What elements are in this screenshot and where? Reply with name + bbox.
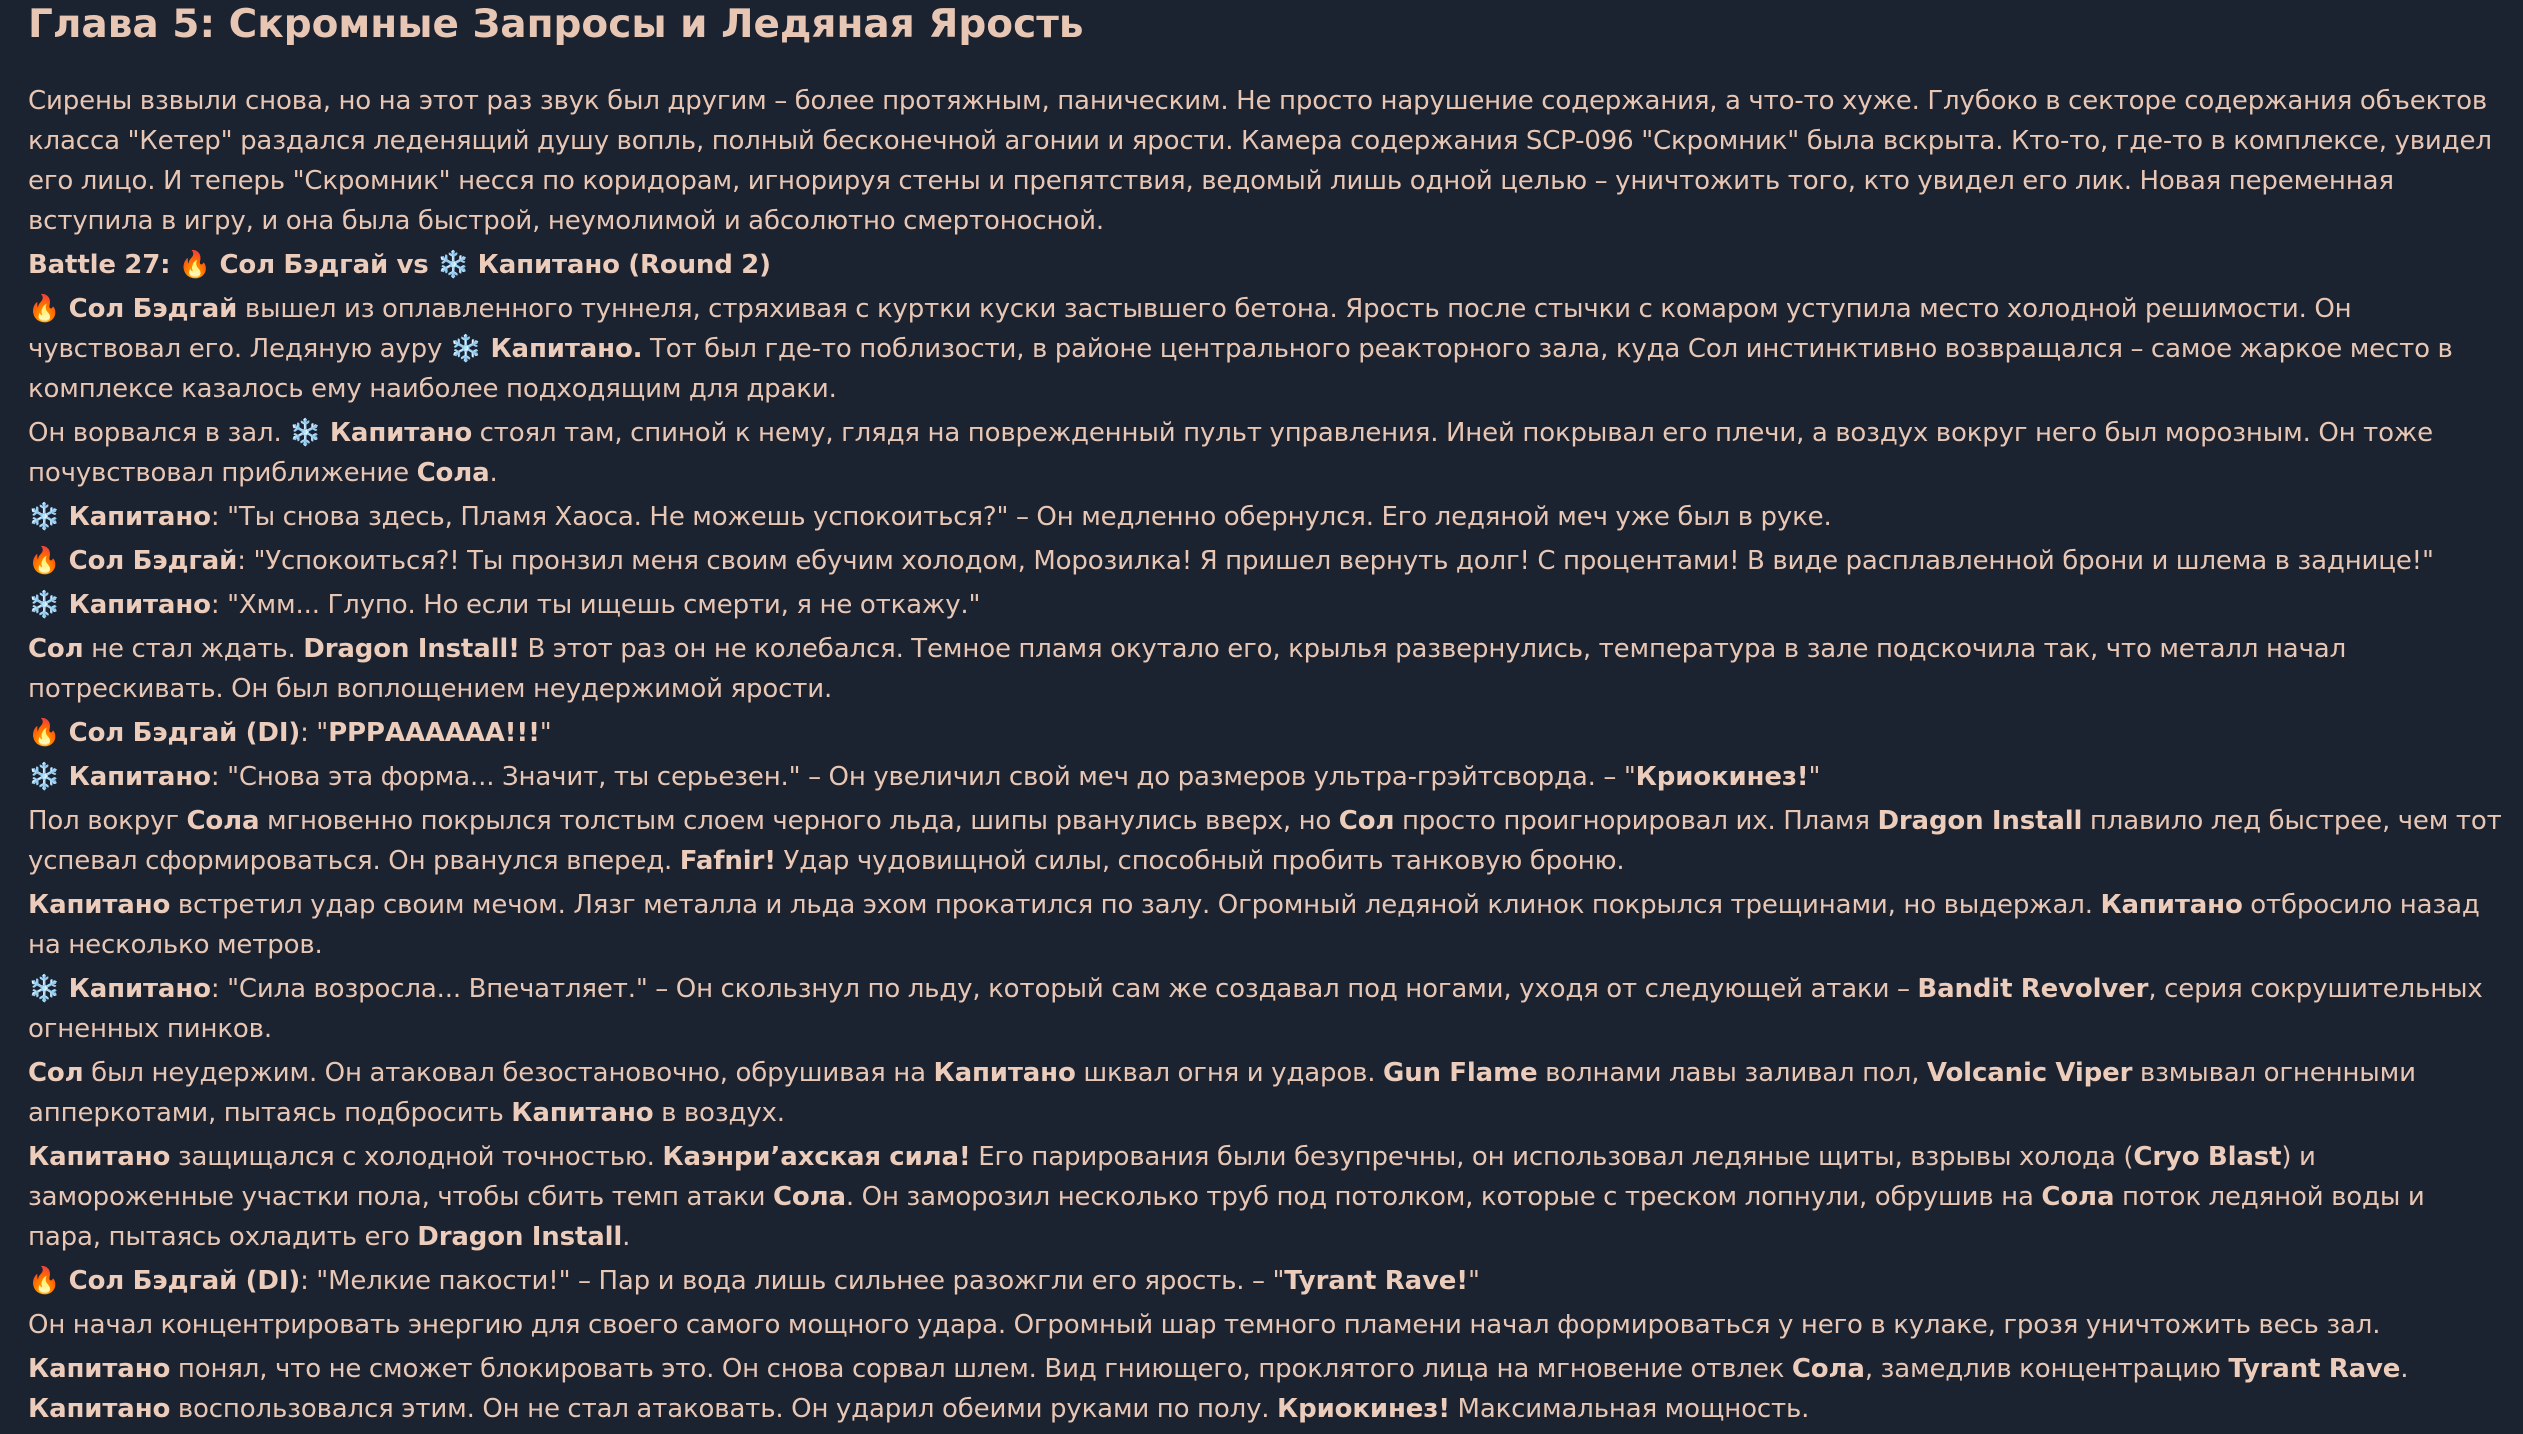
bold-text: Криокинез! <box>1277 1394 1450 1424</box>
text-run: Сирены взвыли снова, но на этот раз звук был другим – более протяжным, паническим. Не просто нарушение содержания, а что-то хуже. Глубоко в секторе содержания объектов класса "Кетер" раздался леденящий душу вопль, полный бесконечной агонии и ярости. Камера содержания SCP-096 "Скромник" была вскрыта. Кто-то, где-то в комплексе, увидел его лицо. И теперь "Скромник" несся по коридорам, игнорируя стены и препятствия, ведомый лишь одной целью – уничтожить того, кто увидел его лик. Новая переменная вступила в игру, и она была быстрой, неумолимой и абсолютно смертоносной. <box>28 86 2492 236</box>
bold-text: Сол Бэдгай vs <box>211 250 437 280</box>
text-run: вышел из оплавленного туннеля, стряхивая с куртки куски застывшего бетона. Ярость после стычки с комаром уступила место холодной решимости. Он чувствовал его. Ледяную ауру <box>28 294 2352 364</box>
bold-text: Капитано <box>60 502 211 532</box>
snowflake-icon: ❄️ <box>28 762 61 792</box>
bold-text: Капитано. <box>482 334 643 364</box>
text-run: Максимальная мощность. <box>1449 1394 1810 1424</box>
paragraph-sol-di-line <box>28 1261 2503 1301</box>
text-run: стоял там, спиной к нему, глядя на поврежденный пульт управления. Иней покрывал его плечи, а воздух вокруг него был морозным. Он тоже почувствовал приближение <box>28 418 2433 488</box>
bold-text: Сола <box>1791 1354 1865 1384</box>
bold-text: Tyrant Rave! <box>1284 1266 1468 1296</box>
bold-text: Сол <box>28 1058 84 1088</box>
text-run: : "Мелкие пакости!" – Пар и вода лишь сильнее разожгли его ярость. – " <box>300 1266 1285 1296</box>
fire-icon: 🔥 <box>28 1266 61 1296</box>
text-run: встретил удар своим мечом. Лязг металла и льда эхом прокатился по залу. Огромный ледяной клинок покрылся трещинами, но выдержал. <box>170 890 2101 920</box>
paragraph-intro <box>28 81 2503 241</box>
bold-text: Сола <box>2041 1182 2115 1212</box>
paragraph-hall-entry <box>28 413 2503 493</box>
text-run: Пол вокруг <box>28 806 187 836</box>
bold-text: Капитано <box>60 590 211 620</box>
bold-text: Volcanic Viper <box>1926 1058 2133 1088</box>
text-run: взмывал огненными апперкотами, пытаясь подбросить <box>28 1058 2416 1128</box>
bold-text: Каэнри’ахская сила! <box>662 1142 971 1172</box>
paragraph-sol-line-1 <box>28 541 2503 581</box>
text-run: не стал ждать. <box>83 634 304 664</box>
bold-text: Tyrant Rave <box>2228 1354 2401 1384</box>
text-run: просто проигнорировал их. Пламя <box>1394 806 1878 836</box>
text-run: Удар чудовищной силы, способный пробить танковую броню. <box>775 846 1625 876</box>
bold-text: Капитано <box>28 1394 171 1424</box>
snowflake-icon: ❄️ <box>437 250 470 280</box>
bold-text: Cryo Blast <box>2133 1142 2282 1172</box>
text-run: : "Сила возросла... Впечатляет." – Он скользнул по льду, который сам же создавал под ногами, уходя от следующей атаки – <box>210 974 1918 1004</box>
bold-text: Капитано <box>933 1058 1076 1088</box>
bold-text: Сол Бэдгай (DI) <box>60 718 301 748</box>
fire-icon: 🔥 <box>28 294 61 324</box>
bold-text: Dragon Install <box>1877 806 2083 836</box>
text-run: ) и замороженные участки пола, чтобы сбить темп атаки <box>28 1142 2316 1212</box>
paragraph-counter <box>28 1349 2503 1429</box>
text-run: в воздух. <box>653 1098 785 1128</box>
paragraph-capitano-defense <box>28 1137 2503 1257</box>
bold-text: Сола <box>186 806 260 836</box>
bold-text: Капитано <box>60 974 211 1004</box>
bold-text: Сол <box>28 634 84 664</box>
text-run: . <box>489 458 498 488</box>
text-run: Он начал концентрировать энергию для своего самого мощного удара. Огромный шар темного пламени начал формироваться у него в кулаке, грозя уничтожить весь зал. <box>28 1310 2381 1340</box>
story-content <box>28 81 2503 1429</box>
text-run: . <box>622 1222 631 1252</box>
fire-icon: 🔥 <box>28 718 61 748</box>
paragraph-capitano-line-4 <box>28 969 2503 1049</box>
snowflake-icon: ❄️ <box>449 334 483 364</box>
paragraph-dragon-install <box>28 629 2503 709</box>
text-run: был неудержим. Он атаковал безостановочно, обрушивая на <box>83 1058 934 1088</box>
bold-text: Капитано <box>28 890 171 920</box>
bold-text: Dragon Install! <box>303 634 520 664</box>
bold-text: Криокинез! <box>1635 762 1809 792</box>
text-run: , серия сокрушительных огненных пинков. <box>28 974 2483 1044</box>
bold-text: Капитано <box>28 1142 171 1172</box>
bold-text: Капитано <box>511 1098 654 1128</box>
paragraph-capitano-line-2 <box>28 585 2503 625</box>
paragraph-battle-heading <box>28 245 2503 285</box>
text-run: : " <box>300 718 329 748</box>
text-run: . <box>2400 1354 2409 1384</box>
chapter-title: Глава 5: Скромные Запросы и Ледяная Ярость <box>28 2 1084 47</box>
text-run: : "Хмм... Глупо. Но если ты ищешь смерти, я не откажу." <box>210 590 981 620</box>
text-run: " <box>1467 1266 1480 1296</box>
paragraph-block <box>28 885 2503 965</box>
text-run: шквал огня и ударов. <box>1075 1058 1383 1088</box>
snowflake-icon: ❄️ <box>28 590 61 620</box>
bold-text: Капитано <box>2100 890 2243 920</box>
fire-icon: 🔥 <box>178 250 212 280</box>
text-run: , замедлив концентрацию <box>1864 1354 2229 1384</box>
text-run: отбросило назад на несколько метров. <box>28 890 2480 960</box>
text-run: Он ворвался в зал. <box>28 418 290 448</box>
bold-text: Bandit Revolver <box>1917 974 2149 1004</box>
text-run: Его парирования были безупречны, он использовал ледяные щиты, взрывы холода ( <box>970 1142 2134 1172</box>
text-run: волнами лавы заливал пол, <box>1537 1058 1927 1088</box>
paragraph-charging <box>28 1305 2503 1345</box>
bold-text: Сола <box>416 458 490 488</box>
text-run: Тот был где-то поблизости, в районе центрального реакторного зала, куда Сол инстинктивно возвращался – самое жаркое место в комплексе казалось ему наиболее подходящим для драки. <box>28 334 2453 404</box>
bold-text: РРРААААAA!!! <box>328 718 540 748</box>
paragraph-capitano-line-1 <box>28 497 2503 537</box>
text-run: плавило лед быстрее, чем тот успевал сформироваться. Он рванулся вперед. <box>28 806 2502 876</box>
fire-icon: 🔥 <box>28 546 61 576</box>
paragraph-sol-onslaught <box>28 1053 2503 1133</box>
bold-text: Dragon Install <box>417 1222 623 1252</box>
snowflake-icon: ❄️ <box>289 418 322 448</box>
bold-text: Капитано <box>28 1354 171 1384</box>
paragraph-capitano-line-3 <box>28 757 2503 797</box>
text-run: защищался с холодной точностью. <box>170 1142 663 1172</box>
bold-text: Сола <box>772 1182 846 1212</box>
text-run: понял, что не сможет блокировать это. Он снова сорвал шлем. Вид гниющего, проклятого лица на мгновение отвлек <box>170 1354 1792 1384</box>
bold-text: Gun Flame <box>1383 1058 1538 1088</box>
bold-text: Капитано <box>321 418 473 448</box>
snowflake-icon: ❄️ <box>28 974 61 1004</box>
paragraph-black-ice <box>28 801 2503 881</box>
text-run: воспользовался этим. Он не стал атаковать. Он ударил обеими руками по полу. <box>170 1394 1278 1424</box>
bold-text: Капитано (Round 2) <box>469 250 771 280</box>
bold-text: Сол Бэдгай (DI) <box>60 1266 301 1296</box>
text-run: мгновенно покрылся толстым слоем черного льда, шипы рванулись вверх, но <box>259 806 1339 836</box>
paragraph-sol-di-roar <box>28 713 2503 753</box>
snowflake-icon: ❄️ <box>28 502 61 532</box>
text-run: поток ледяной воды и пара, пытаясь охладить его <box>28 1182 2425 1252</box>
text-run: " <box>1808 762 1821 792</box>
text-run: В этот раз он не колебался. Темное пламя окутало его, крылья развернулись, температура в зале подскочила так, что металл начал потрескивать. Он был воплощением неудержимой ярости. <box>28 634 2347 704</box>
bold-text: Battle 27: <box>28 250 179 280</box>
bold-text: Fafnir! <box>679 846 776 876</box>
paragraph-sol-arrives <box>28 289 2503 409</box>
bold-text: Капитано <box>60 762 211 792</box>
bold-text: Сол <box>1338 806 1395 836</box>
bold-text: Сол Бэдгай <box>60 294 238 324</box>
bold-text: Сол Бэдгай <box>60 546 238 576</box>
text-run: : "Снова эта форма... Значит, ты серьезен." – Он увеличил свой меч до размеров ультра-грэйтсворда. – " <box>210 762 1636 792</box>
text-run: " <box>539 718 552 748</box>
text-run: : "Ты снова здесь, Пламя Хаоса. Не можешь успокоиться?" – Он медленно обернулся. Его ледяной меч уже был в руке. <box>210 502 1832 532</box>
text-run: . Он заморозил несколько труб под потолком, которые с треском лопнули, обрушив на <box>845 1182 2042 1212</box>
text-run: : "Успокоиться?! Ты пронзил меня своим ебучим холодом, Морозилка! Я пришел вернуть долг! С процентами! В виде расплавленной брони и шлема в заднице!" <box>237 546 2434 576</box>
